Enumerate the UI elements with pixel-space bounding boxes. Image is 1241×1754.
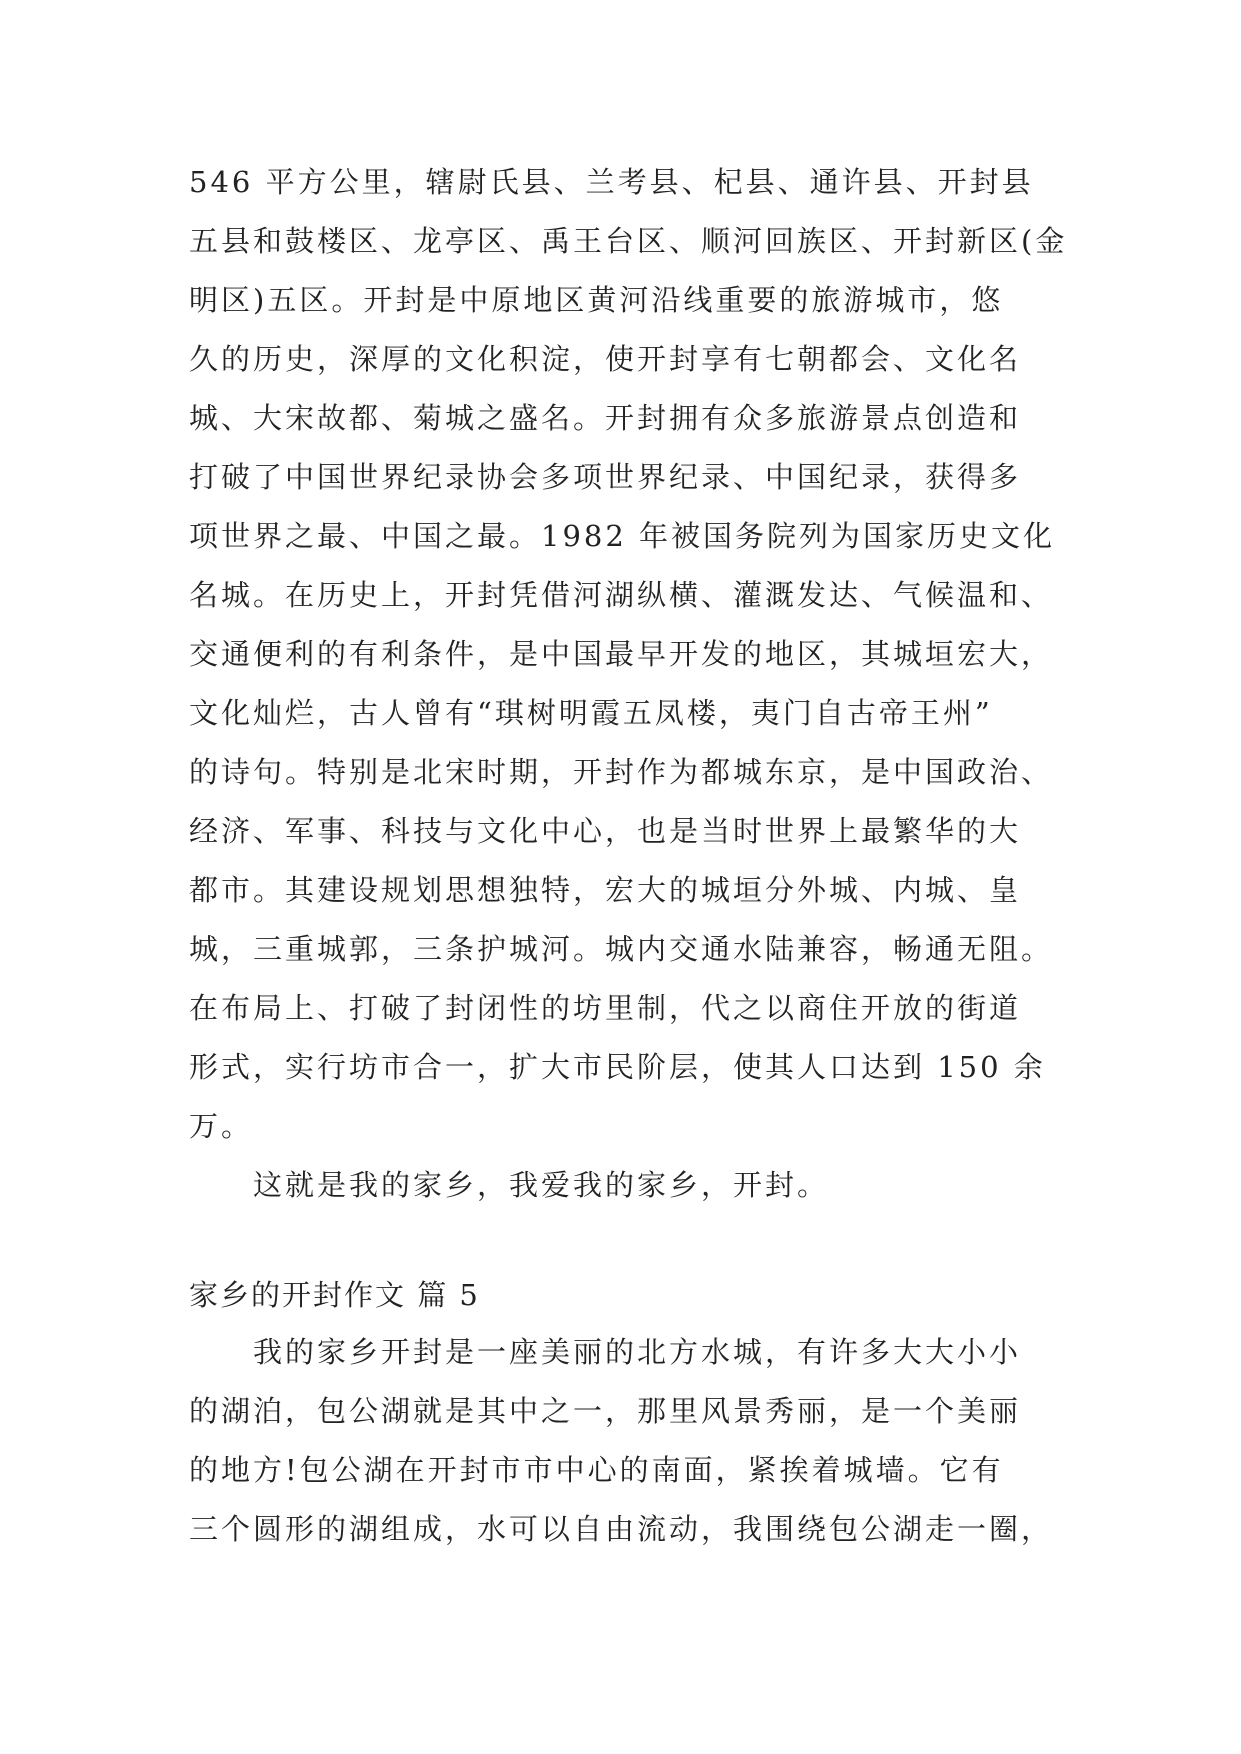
text-line: 打破了中国世界纪录协会多项世界纪录、中国纪录，获得多 bbox=[189, 460, 1022, 494]
text-line: 546 平方公里，辖尉氏县、兰考县、杞县、通许县、开封县 bbox=[189, 165, 1034, 199]
text-line: 久的历史，深厚的文化积淀，使开封享有七朝都会、文化名 bbox=[189, 342, 1022, 376]
text-line: 五县和鼓楼区、龙亭区、禹王台区、顺河回族区、开封新区(金 bbox=[189, 224, 1068, 258]
text-line: 项世界之最、中国之最。1982 年被国务院列为国家历史文化 bbox=[189, 519, 1056, 553]
text-line: 经济、军事、科技与文化中心，也是当时世界上最繁华的大 bbox=[189, 814, 1022, 848]
text-line: 形式，实行坊市合一，扩大市民阶层，使其人口达到 150 余 bbox=[189, 1050, 1046, 1084]
section-heading: 家乡的开封作文 篇 5 bbox=[189, 1278, 480, 1312]
section-spacer bbox=[189, 1215, 1051, 1267]
text-line: 的地方!包公湖在开封市市中心的南面，紧挨着城墙。它有 bbox=[189, 1453, 1004, 1487]
text-line: 万。 bbox=[189, 1109, 254, 1143]
text-line: 我的家乡开封是一座美丽的北方水城，有许多大大小小 bbox=[253, 1335, 1022, 1369]
text-line: 的湖泊，包公湖就是其中之一，那里风景秀丽，是一个美丽 bbox=[189, 1394, 1022, 1428]
text-line: 文化灿烂，古人曾有“琪树明霞五凤楼，夷门自古帝王州” bbox=[189, 696, 993, 730]
paragraph-baogong-lake bbox=[189, 1323, 1054, 1559]
text-line: 交通便利的有利条件，是中国最早开发的地区，其城垣宏大， bbox=[189, 637, 1054, 671]
closing-line: 这就是我的家乡，我爱我的家乡，开封。 bbox=[253, 1168, 830, 1202]
paragraph-history bbox=[189, 153, 1068, 1156]
text-line: 名城。在历史上，开封凭借河湖纵横、灌溉发达、气候温和、 bbox=[189, 578, 1054, 612]
text-line: 三个圆形的湖组成，水可以自由流动，我围绕包公湖走一圈， bbox=[189, 1512, 1054, 1546]
text-line: 的诗句。特别是北宋时期，开封作为都城东京，是中国政治、 bbox=[189, 755, 1054, 789]
text-line: 明区)五区。开封是中原地区黄河沿线重要的旅游城市，悠 bbox=[189, 283, 1004, 317]
text-line: 在布局上、打破了封闭性的坊里制，代之以商住开放的街道 bbox=[189, 991, 1022, 1025]
text-line: 城、大宋故都、菊城之盛名。开封拥有众多旅游景点创造和 bbox=[189, 401, 1022, 435]
document-body bbox=[189, 153, 1068, 1559]
text-line: 城，三重城郭，三条护城河。城内交通水陆兼容，畅通无阻。 bbox=[189, 932, 1054, 966]
text-line: 都市。其建设规划思想独特，宏大的城垣分外城、内城、皇 bbox=[189, 873, 1022, 907]
